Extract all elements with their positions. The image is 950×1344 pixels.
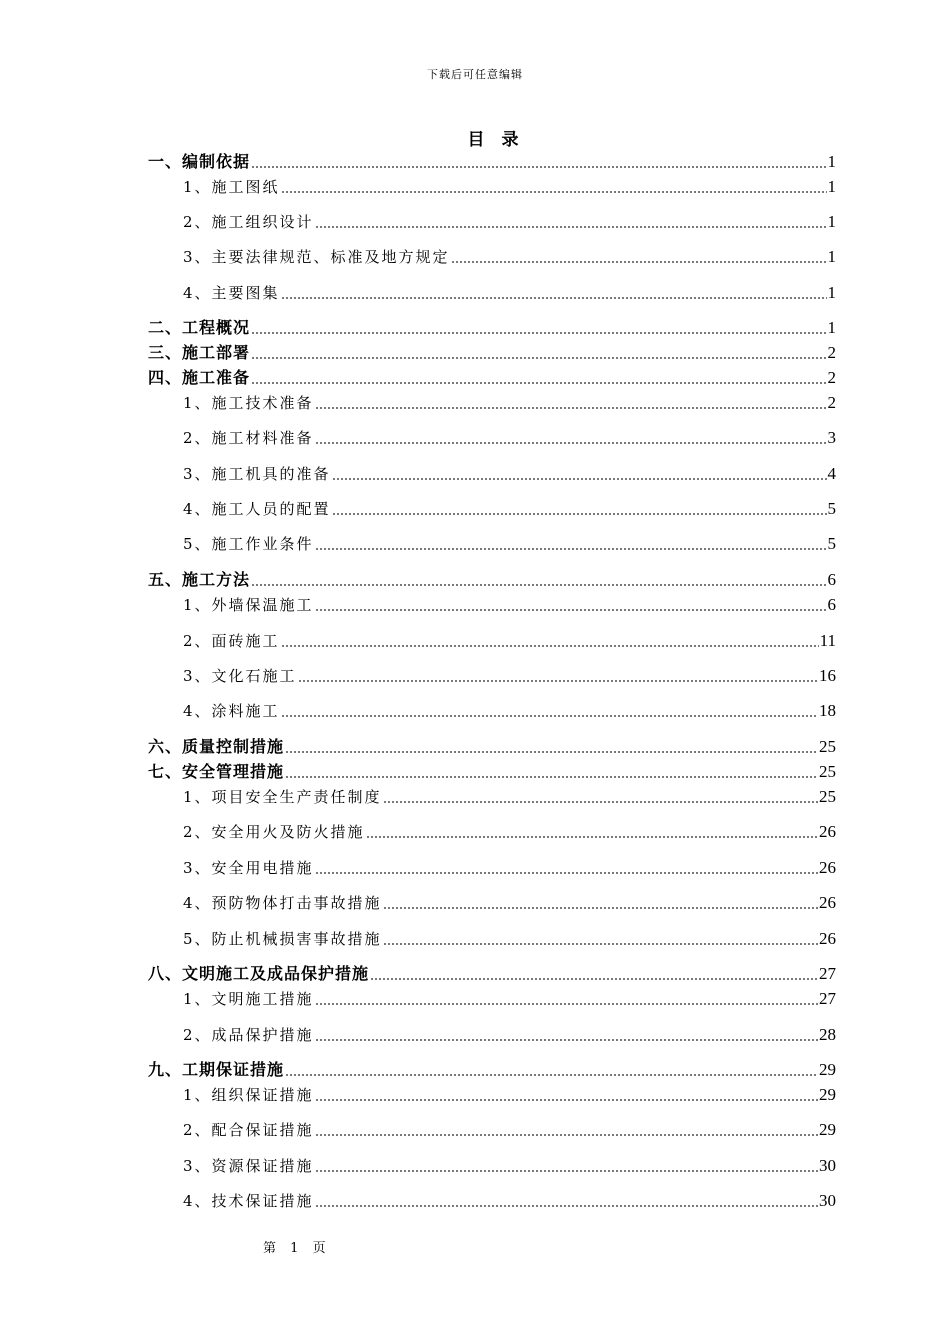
toc-entry-label: 八、文明施工及成品保护措施 bbox=[148, 964, 370, 983]
toc-entry-page-number: 18 bbox=[819, 701, 836, 720]
toc-entry-label: 2、成品保护措施 bbox=[183, 1026, 314, 1044]
toc-entry-page-number: 1 bbox=[827, 247, 836, 266]
toc-entry-page-number: 1 bbox=[827, 283, 836, 302]
toc-entry-label: 5、施工作业条件 bbox=[183, 535, 314, 553]
toc-dot-leader bbox=[251, 166, 826, 168]
toc-entry-page-number: 1 bbox=[827, 152, 836, 171]
toc-dot-leader bbox=[332, 513, 827, 515]
toc-dot-leader bbox=[315, 1099, 818, 1101]
toc-entry-page-number: 1 bbox=[827, 177, 836, 196]
toc-entry-label: 四、施工准备 bbox=[148, 368, 251, 387]
toc-chapter-entry[interactable] bbox=[148, 963, 836, 985]
toc-dot-leader bbox=[315, 872, 818, 874]
toc-entry-label: 1、施工图纸 bbox=[183, 178, 280, 196]
page-footer bbox=[263, 1237, 336, 1256]
toc-entry-label: 六、质量控制措施 bbox=[148, 737, 285, 756]
toc-chapter-entry[interactable] bbox=[148, 569, 836, 591]
toc-entry-page-number: 25 bbox=[819, 737, 836, 756]
toc-entry-label: 3、施工机具的准备 bbox=[183, 465, 331, 483]
toc-entry-page-number: 30 bbox=[819, 1156, 836, 1175]
toc-entry-page-number: 29 bbox=[819, 1085, 836, 1104]
toc-entry-page-number: 5 bbox=[827, 499, 836, 518]
toc-section-entry[interactable] bbox=[183, 427, 836, 449]
toc-entry-page-number: 28 bbox=[819, 1025, 836, 1044]
footer-suffix: 页 bbox=[312, 1241, 326, 1256]
toc-entry-page-number: 6 bbox=[827, 595, 836, 614]
toc-dot-leader bbox=[315, 1205, 818, 1207]
toc-section-entry[interactable] bbox=[183, 821, 836, 843]
toc-entry-label: 3、主要法律规范、标准及地方规定 bbox=[183, 248, 450, 266]
toc-dot-leader bbox=[315, 548, 827, 550]
toc-dot-leader bbox=[281, 297, 827, 299]
toc-dot-leader bbox=[315, 226, 827, 228]
toc-dot-leader bbox=[298, 680, 818, 682]
toc-entry-page-number: 1 bbox=[827, 318, 836, 337]
toc-entry-label: 4、技术保证措施 bbox=[183, 1192, 314, 1210]
toc-entry-label: 2、施工组织设计 bbox=[183, 213, 314, 231]
toc-dot-leader bbox=[285, 1074, 818, 1076]
toc-dot-leader bbox=[383, 943, 818, 945]
toc-entry-page-number: 26 bbox=[819, 893, 836, 912]
toc-dot-leader bbox=[315, 1134, 818, 1136]
toc-chapter-entry[interactable] bbox=[148, 317, 836, 339]
toc-section-entry[interactable] bbox=[183, 1024, 836, 1046]
toc-entry-page-number: 25 bbox=[819, 762, 836, 781]
toc-dot-leader bbox=[285, 751, 818, 753]
toc-title: 目 录 bbox=[467, 130, 519, 150]
toc-section-entry[interactable] bbox=[183, 533, 836, 555]
toc-entry-page-number: 27 bbox=[819, 964, 836, 983]
toc-entry-page-number: 4 bbox=[827, 464, 836, 483]
toc-entry-page-number: 25 bbox=[819, 787, 836, 806]
toc-chapter-entry[interactable] bbox=[148, 367, 836, 389]
toc-entry-label: 一、编制依据 bbox=[148, 152, 251, 171]
toc-section-entry[interactable] bbox=[183, 700, 836, 722]
toc-dot-leader bbox=[251, 332, 826, 334]
footer-prefix: 第 bbox=[263, 1241, 277, 1256]
toc-dot-leader bbox=[281, 715, 818, 717]
toc-entry-label: 二、工程概况 bbox=[148, 318, 251, 337]
toc-section-entry[interactable] bbox=[183, 1190, 836, 1212]
toc-chapter-entry[interactable] bbox=[148, 736, 836, 758]
toc-entry-label: 1、施工技术准备 bbox=[183, 394, 314, 412]
toc-section-entry[interactable] bbox=[183, 630, 836, 652]
toc-section-entry[interactable] bbox=[183, 786, 836, 808]
toc-entry-page-number: 29 bbox=[819, 1120, 836, 1139]
toc-dot-leader bbox=[332, 478, 827, 480]
toc-entry-label: 3、资源保证措施 bbox=[183, 1157, 314, 1175]
toc-section-entry[interactable] bbox=[183, 246, 836, 268]
toc-entry-page-number: 26 bbox=[819, 822, 836, 841]
toc-dot-leader bbox=[315, 1039, 818, 1041]
toc-dot-leader bbox=[315, 1170, 818, 1172]
toc-section-entry[interactable] bbox=[183, 498, 836, 520]
toc-entry-label: 1、项目安全生产责任制度 bbox=[183, 788, 382, 806]
toc-section-entry[interactable] bbox=[183, 857, 836, 879]
toc-dot-leader bbox=[451, 261, 827, 263]
page-header: 下载后可任意编辑 bbox=[427, 68, 523, 81]
toc-entry-page-number: 2 bbox=[827, 393, 836, 412]
toc-entry-label: 1、组织保证措施 bbox=[183, 1086, 314, 1104]
toc-dot-leader bbox=[315, 407, 827, 409]
toc-entry-page-number: 30 bbox=[819, 1191, 836, 1210]
toc-entry-label: 4、主要图集 bbox=[183, 284, 280, 302]
toc-entry-label: 七、安全管理措施 bbox=[148, 762, 285, 781]
toc-chapter-entry[interactable] bbox=[148, 151, 836, 173]
toc-chapter-entry[interactable] bbox=[148, 1059, 836, 1081]
toc-entry-label: 三、施工部署 bbox=[148, 343, 251, 362]
toc-dot-leader bbox=[383, 801, 818, 803]
toc-dot-leader bbox=[251, 584, 826, 586]
toc-entry-page-number: 27 bbox=[819, 989, 836, 1008]
footer-page-number: 1 bbox=[290, 1241, 299, 1256]
toc-entry-label: 2、施工材料准备 bbox=[183, 429, 314, 447]
toc-entry-label: 4、施工人员的配置 bbox=[183, 500, 331, 518]
toc-entry-page-number: 5 bbox=[827, 534, 836, 553]
toc-dot-leader bbox=[281, 191, 827, 193]
toc-section-entry[interactable] bbox=[183, 1119, 836, 1141]
toc-chapter-entry[interactable] bbox=[148, 761, 836, 783]
toc-entry-label: 1、文明施工措施 bbox=[183, 990, 314, 1008]
toc-section-entry[interactable] bbox=[183, 282, 836, 304]
toc-dot-leader bbox=[281, 645, 819, 647]
toc-section-entry[interactable] bbox=[183, 892, 836, 914]
toc-entry-page-number: 26 bbox=[819, 858, 836, 877]
toc-section-entry[interactable] bbox=[183, 463, 836, 485]
toc-dot-leader bbox=[315, 1003, 818, 1005]
toc-dot-leader bbox=[251, 357, 826, 359]
toc-section-entry[interactable] bbox=[183, 211, 836, 233]
toc-entry-label: 4、预防物体打击事故措施 bbox=[183, 894, 382, 912]
toc-entry-label: 2、配合保证措施 bbox=[183, 1121, 314, 1139]
toc-entry-label: 九、工期保证措施 bbox=[148, 1060, 285, 1079]
toc-entry-label: 2、面砖施工 bbox=[183, 632, 280, 650]
toc-section-entry[interactable] bbox=[183, 1084, 836, 1106]
toc-entry-label: 3、文化石施工 bbox=[183, 667, 297, 685]
toc-section-entry[interactable] bbox=[183, 1155, 836, 1177]
toc-entry-label: 五、施工方法 bbox=[148, 570, 251, 589]
toc-dot-leader bbox=[285, 776, 818, 778]
toc-entry-label: 4、涂料施工 bbox=[183, 702, 280, 720]
toc-entry-page-number: 3 bbox=[827, 428, 836, 447]
toc-chapter-entry[interactable] bbox=[148, 342, 836, 364]
toc-entry-label: 3、安全用电措施 bbox=[183, 859, 314, 877]
toc-dot-leader bbox=[251, 382, 826, 384]
toc-section-entry[interactable] bbox=[183, 665, 836, 687]
toc-entry-page-number: 29 bbox=[819, 1060, 836, 1079]
toc-dot-leader bbox=[383, 907, 818, 909]
toc-entry-page-number: 16 bbox=[819, 666, 836, 685]
toc-entry-page-number: 26 bbox=[819, 929, 836, 948]
toc-entry-page-number: 6 bbox=[827, 570, 836, 589]
toc-entry-label: 5、防止机械损害事故措施 bbox=[183, 930, 382, 948]
toc-dot-leader bbox=[370, 978, 818, 980]
toc-dot-leader bbox=[315, 609, 827, 611]
toc-section-entry[interactable] bbox=[183, 988, 836, 1010]
toc-entry-page-number: 11 bbox=[819, 631, 836, 650]
toc-section-entry[interactable] bbox=[183, 928, 836, 950]
toc-section-entry[interactable] bbox=[183, 594, 836, 616]
toc-entry-page-number: 1 bbox=[827, 212, 836, 231]
toc-section-entry[interactable] bbox=[183, 176, 836, 198]
toc-dot-leader bbox=[315, 442, 827, 444]
toc-section-entry[interactable] bbox=[183, 392, 836, 414]
toc-entry-label: 2、安全用火及防火措施 bbox=[183, 823, 365, 841]
toc-entry-page-number: 2 bbox=[827, 368, 836, 387]
toc-dot-leader bbox=[366, 836, 818, 838]
toc-entry-page-number: 2 bbox=[827, 343, 836, 362]
toc-entry-label: 1、外墙保温施工 bbox=[183, 596, 314, 614]
